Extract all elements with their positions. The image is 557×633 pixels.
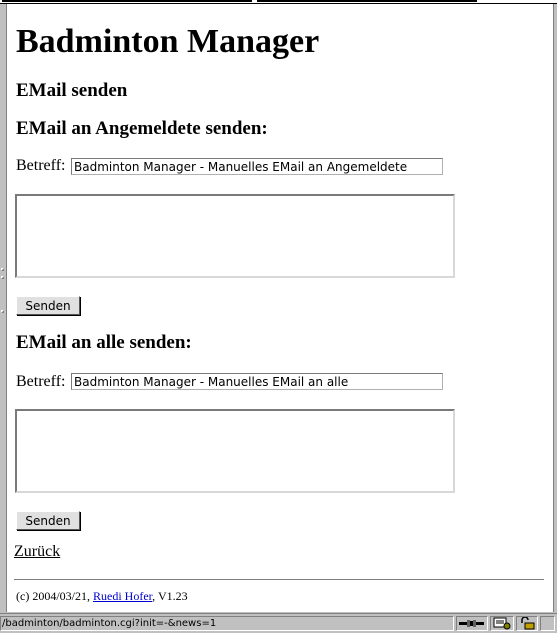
window-right-edge — [553, 4, 557, 612]
resize-grip-icon[interactable] — [540, 616, 555, 631]
page-title: Badminton Manager — [16, 23, 320, 60]
grip-icon — [1, 268, 4, 271]
send-button-registered[interactable]: Senden — [16, 296, 80, 315]
send-button-all[interactable]: Senden — [16, 511, 80, 530]
top-border-segment — [257, 0, 477, 2]
page-subtitle: EMail senden — [16, 80, 128, 101]
section-heading-all: EMail an alle senden: — [16, 332, 192, 353]
subject-label: Betreff: — [16, 373, 66, 390]
lock-icon[interactable] — [516, 616, 538, 631]
status-url: /badminton/badminton.cgi?init=-&news=1 — [0, 616, 454, 631]
back-link[interactable]: Zurück — [14, 543, 61, 560]
message-body-registered[interactable] — [15, 194, 455, 278]
grip-icon — [1, 276, 4, 279]
footer-prefix: (c) 2004/03/21, — [16, 589, 93, 603]
footer-suffix: , V1.23 — [152, 589, 188, 603]
top-border-segment — [2, 0, 252, 2]
page-content — [7, 4, 553, 612]
footer — [16, 589, 188, 604]
section-heading-registered: EMail an Angemeldete senden: — [16, 118, 268, 139]
status-bar — [0, 613, 557, 633]
subject-input-registered[interactable] — [71, 158, 443, 175]
message-body-all[interactable] — [15, 409, 455, 493]
security-icon[interactable] — [490, 616, 514, 631]
subject-label: Betreff: — [16, 157, 66, 174]
grip-icon — [1, 310, 4, 313]
footer-divider — [14, 579, 544, 581]
network-icon[interactable] — [456, 616, 488, 631]
subject-input-all[interactable] — [71, 373, 443, 390]
frame-splitter[interactable] — [0, 4, 7, 612]
author-link[interactable]: Ruedi Hofer — [93, 589, 153, 603]
